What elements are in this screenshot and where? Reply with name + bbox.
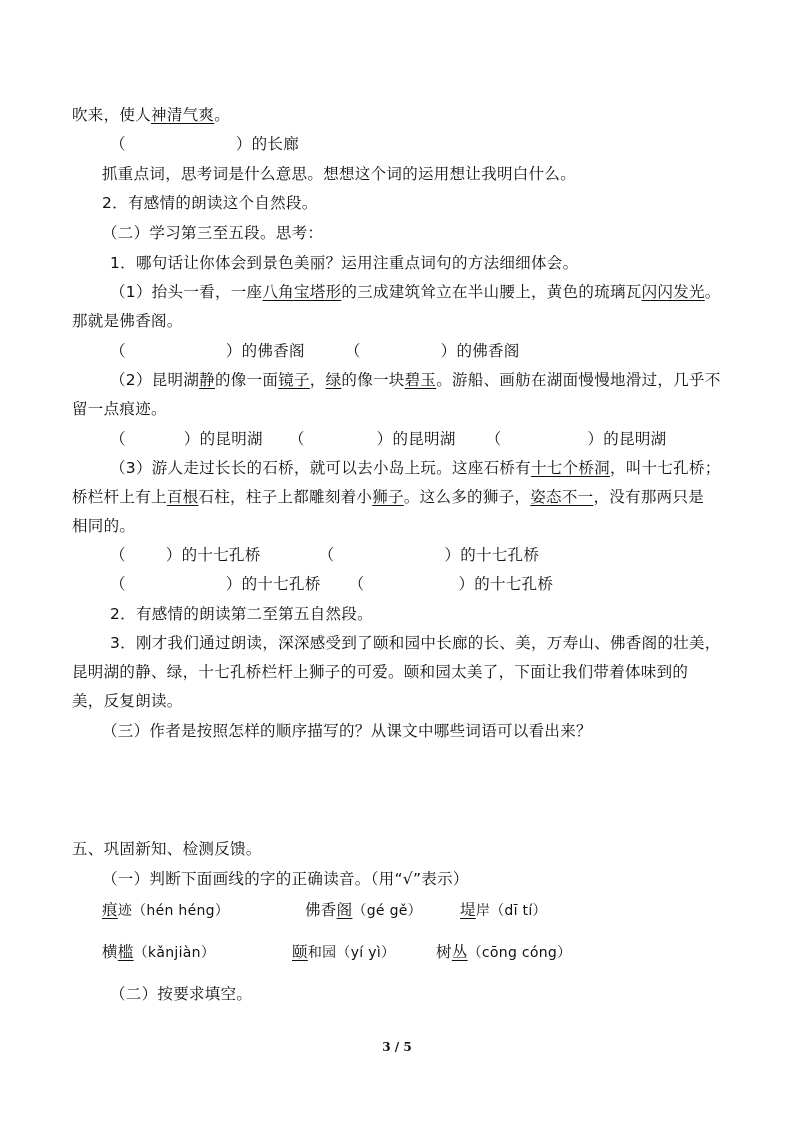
paragraph-line: 美，反复朗读。 xyxy=(72,692,183,710)
underlined-word: 闪闪发光 xyxy=(641,283,705,301)
underlined-char: 槛 xyxy=(117,943,134,961)
pinyin-question: 横槛（kǎnjiàn） xyxy=(102,943,216,961)
paragraph-line: 抓重点词，思考词是什么意思。想想这个词的运用想让我明白什么。 xyxy=(102,165,577,183)
underlined-char: 阁 xyxy=(336,901,353,919)
underlined-char: 颐 xyxy=(292,943,308,961)
paragraph-line: 2．有感情的朗读这个自然段。 xyxy=(102,194,318,212)
underlined-word: 八角宝塔形 xyxy=(262,283,342,301)
section-heading: 五、巩固新知、检测反馈。 xyxy=(72,840,262,858)
pinyin-question: 痕迹（hén héng） xyxy=(102,901,230,919)
fill-blank-line: （ ）的佛香阁 （ ）的佛香阁 xyxy=(110,342,520,360)
paragraph-line: （2）昆明湖静的像一面镜子，绿的像一块碧玉。游船、画舫在湖面慢慢地滑过，几乎不 xyxy=(110,371,721,389)
page-number: 3 / 5 xyxy=(382,1040,412,1054)
paragraph-line: 相同的。 xyxy=(72,517,136,535)
paragraph-line: （3）游人走过长长的石桥，就可以去小岛上玩。这座石桥有十七个桥洞，叫十七孔桥； xyxy=(110,459,721,477)
underlined-word: 姿态不一 xyxy=(530,488,594,506)
pinyin-question: 堤岸（dī tí） xyxy=(460,901,547,919)
paragraph-line: 桥栏杆上有上百根石柱，柱子上都雕刻着小狮子。这么多的狮子，姿态不一，没有那两只是 xyxy=(72,488,705,506)
underlined-word: 狮子 xyxy=(372,488,404,506)
section-heading: （一）判断下面画线的字的正确读音。（用“√”表示） xyxy=(102,870,469,888)
section-heading: （二）学习第三至五段。思考： xyxy=(102,224,324,242)
underlined-word: 碧玉 xyxy=(404,371,437,389)
paragraph-line: 3．刚才我们通过朗读，深深感受到了颐和园中长廊的长、美，万寿山、佛香阁的壮美， xyxy=(110,634,721,652)
paragraph-line: 那就是佛香阁。 xyxy=(72,312,183,330)
underlined-word: 神清气爽 xyxy=(151,106,215,124)
paragraph-line: 1．哪句话让你体会到景色美丽？运用注重点词句的方法细细体会。 xyxy=(110,254,579,272)
underlined-word: 十七个桥洞 xyxy=(530,459,610,477)
section-heading: （三）作者是按照怎样的顺序描写的？从课文中哪些词语可以看出来？ xyxy=(102,722,592,740)
pinyin-question: 佛香阁（gé gě） xyxy=(305,901,422,919)
paragraph-line: （1）抬头一看，一座八角宝塔形的三成建筑耸立在半山腰上，黄色的琉璃瓦闪闪发光。 xyxy=(110,283,721,301)
paragraph-line: 吹来，使人神清气爽。 xyxy=(72,106,231,124)
underlined-char: 丛 xyxy=(451,943,468,961)
paragraph-line: 昆明湖的静、绿，十七孔桥栏杆上狮子的可爱。颐和园太美了，下面让我们带着体味到的 xyxy=(72,663,689,681)
underlined-char: 堤 xyxy=(460,901,476,919)
paragraph-line: 2．有感情的朗读第二至第五自然段。 xyxy=(110,605,373,623)
fill-blank-line: （ ）的昆明湖 （ ）的昆明湖 （ ）的昆明湖 xyxy=(110,430,667,448)
pinyin-question: 树丛（cōng cóng） xyxy=(436,943,572,961)
section-heading: （二）按要求填空。 xyxy=(110,985,253,1003)
fill-blank-line: （ ）的长廊 xyxy=(110,135,300,153)
underlined-word: 绿 xyxy=(325,371,342,389)
underlined-char: 痕 xyxy=(102,901,118,919)
underlined-word: 百根 xyxy=(166,488,199,506)
paragraph-line: 留一点痕迹。 xyxy=(72,400,167,418)
fill-blank-line: （ ）的十七孔桥 （ ）的十七孔桥 xyxy=(110,575,554,593)
underlined-word: 静 xyxy=(199,371,215,389)
underlined-word: 镜子 xyxy=(278,371,310,389)
fill-blank-line: （ ）的十七孔桥 （ ）的十七孔桥 xyxy=(110,546,540,564)
pinyin-question: 颐和园（yí yì） xyxy=(292,943,396,961)
